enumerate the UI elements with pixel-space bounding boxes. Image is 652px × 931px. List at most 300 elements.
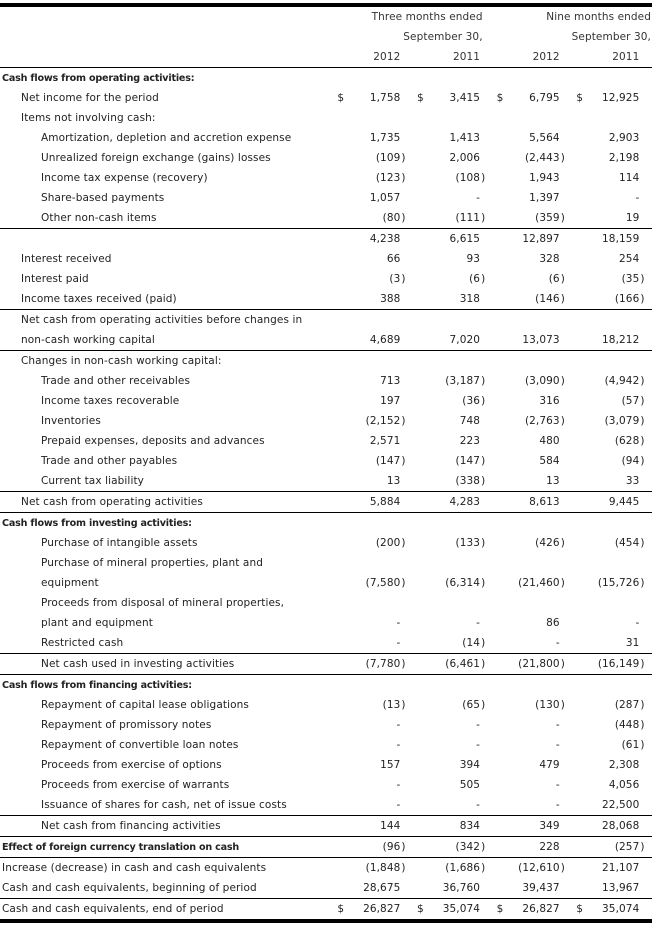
cell-paren [560, 188, 573, 208]
cell-value: (61 [621, 739, 640, 751]
table-row [0, 795, 652, 816]
row-label: Cash and cash equivalents, end of period [0, 899, 333, 922]
cell-value: 584 [539, 455, 560, 467]
cell-paren [560, 837, 573, 858]
currency-symbol [493, 613, 508, 633]
row-label: Effect of foreign currency translation on cash [0, 837, 333, 858]
table-row [0, 533, 652, 553]
currency-symbol [333, 249, 348, 269]
cell-paren [560, 553, 573, 573]
header-year-q-2012: 2012 [348, 47, 400, 68]
currency-symbol [493, 654, 508, 675]
currency-symbol [572, 310, 587, 331]
cell-paren [639, 593, 652, 613]
cell-paren: ) [560, 208, 573, 229]
cell-paren: ) [401, 152, 406, 164]
cell-paren [560, 715, 573, 735]
currency-symbol [572, 391, 587, 411]
cell-paren: ) [401, 577, 406, 589]
cell-value [507, 351, 559, 372]
header-three-months-date: September 30, [403, 31, 483, 43]
cell-paren: ) [639, 654, 652, 675]
cell-paren: ) [640, 699, 645, 711]
header-year-n-2012: 2012 [507, 47, 559, 68]
cell-value: - [396, 719, 401, 731]
cell-value: 13 [348, 471, 400, 492]
cell-paren [639, 633, 652, 654]
cell-value [507, 553, 559, 573]
cell-value: (426 [535, 537, 560, 549]
cell-paren [639, 188, 652, 208]
cell-value: 114 [619, 172, 640, 184]
row-label: Issuance of shares for cash, net of issue costs [0, 795, 333, 816]
cell-paren [480, 411, 493, 431]
cell-paren: ) [640, 455, 645, 467]
row-label: Current tax liability [0, 471, 333, 492]
cell-value: 28,675 [348, 878, 400, 899]
cell-paren [639, 492, 652, 513]
cell-paren [560, 593, 573, 613]
currency-symbol [333, 148, 348, 168]
table-row [0, 471, 652, 492]
currency-symbol [572, 755, 587, 775]
cell-value: - [396, 779, 401, 791]
cell-value: 748 [459, 415, 481, 427]
cell-paren: ) [400, 208, 413, 229]
cell-paren [480, 795, 493, 816]
currency-symbol [572, 795, 587, 816]
row-label: Cash and cash equivalents, beginning of period [0, 878, 333, 899]
cell-value: (96 [348, 837, 400, 858]
cell-value: (4,942 [604, 375, 640, 387]
cell-value [348, 553, 400, 573]
currency-symbol [333, 289, 348, 310]
cell-paren: ) [560, 375, 565, 387]
section-header-row [0, 68, 652, 89]
cell-paren: ) [560, 862, 565, 874]
row-label: plant and equipment [41, 617, 153, 629]
cell-paren [560, 878, 573, 899]
cell-paren [560, 899, 573, 922]
currency-symbol: $ [493, 899, 508, 922]
cell-value: (111 [428, 208, 480, 229]
cell-paren [480, 88, 493, 108]
currency-symbol: $ [496, 92, 504, 104]
cell-value: (3,187 [445, 375, 481, 387]
cell-value [587, 108, 639, 128]
table-row [0, 715, 652, 735]
currency-symbol [572, 108, 587, 128]
cell-paren [400, 391, 413, 411]
currency-symbol [333, 330, 348, 351]
currency-symbol [493, 593, 508, 613]
currency-symbol [413, 269, 428, 289]
cell-value: 39,437 [507, 878, 559, 899]
cell-paren [639, 88, 652, 108]
cell-paren [480, 249, 493, 269]
currency-symbol [493, 755, 508, 775]
currency-symbol [413, 695, 428, 715]
cell-value: 318 [428, 289, 480, 310]
table-row [0, 269, 652, 289]
cell-paren: ) [481, 862, 486, 874]
cell-paren [560, 795, 573, 816]
currency-symbol [572, 695, 587, 715]
row-label: Increase (decrease) in cash and cash equivalents [2, 862, 267, 874]
table-row [0, 878, 652, 899]
header-nine-months: Nine months ended [546, 11, 651, 23]
currency-symbol [413, 229, 428, 250]
currency-symbol [572, 289, 587, 310]
cell-value: - [476, 719, 481, 731]
cell-paren [400, 553, 413, 573]
cell-value: (257 [587, 837, 639, 858]
currency-symbol [413, 351, 428, 372]
currency-symbol [572, 188, 587, 208]
cell-value: (21,800 [507, 654, 559, 675]
cell-value: (123 [375, 172, 401, 184]
cell-paren [400, 715, 413, 735]
cell-paren [639, 168, 652, 188]
currency-symbol [413, 188, 428, 208]
currency-symbol [413, 795, 428, 816]
table-row [0, 310, 652, 331]
cell-value: (65 [462, 699, 481, 711]
currency-symbol [333, 816, 348, 837]
cell-paren [400, 816, 413, 837]
cell-paren [639, 108, 652, 128]
cell-paren [400, 310, 413, 331]
row-label: Repayment of capital lease obligations [41, 699, 249, 711]
cell-paren [560, 451, 573, 471]
cell-paren [560, 351, 573, 372]
cell-value: (35 [621, 273, 640, 285]
table-row [0, 858, 652, 879]
cell-value: (7,780 [348, 654, 400, 675]
currency-symbol [493, 735, 508, 755]
currency-symbol [413, 573, 428, 593]
cell-paren [560, 108, 573, 128]
row-label: Other non-cash items [0, 208, 333, 229]
currency-symbol [572, 858, 587, 879]
currency-symbol [572, 229, 587, 250]
currency-symbol [493, 411, 508, 431]
currency-symbol [333, 351, 348, 372]
cell-paren [480, 715, 493, 735]
row-label [0, 229, 333, 250]
currency-symbol [572, 837, 587, 858]
currency-symbol [493, 188, 508, 208]
row-label: Amortization, depletion and accretion expense [41, 132, 292, 144]
currency-symbol [493, 431, 508, 451]
header-row-groups [0, 5, 652, 27]
currency-symbol [413, 775, 428, 795]
cell-paren: ) [639, 837, 652, 858]
cell-paren [639, 858, 652, 879]
cell-value: - [348, 633, 400, 654]
cell-value: 228 [507, 837, 559, 858]
cell-value: 36,760 [428, 878, 480, 899]
cell-paren [400, 188, 413, 208]
table-row [0, 330, 652, 351]
cell-paren [400, 88, 413, 108]
table-row [0, 431, 652, 451]
cell-paren: ) [481, 273, 486, 285]
cell-value: 1,057 [369, 192, 401, 204]
currency-symbol [572, 208, 587, 229]
cell-paren [639, 208, 652, 229]
currency-symbol [572, 533, 587, 553]
table-row [0, 613, 652, 633]
table-row [0, 553, 652, 573]
cell-value: 2,308 [608, 759, 640, 771]
cell-value: (1,848 [365, 862, 401, 874]
table-row [0, 654, 652, 675]
currency-symbol: $ [333, 899, 348, 922]
cell-value: 9,445 [587, 492, 639, 513]
currency-symbol [493, 168, 508, 188]
currency-symbol [572, 249, 587, 269]
currency-symbol [333, 108, 348, 128]
cell-paren [639, 330, 652, 351]
currency-symbol [572, 573, 587, 593]
cell-value: 2,006 [449, 152, 481, 164]
cell-value: (3,079 [604, 415, 640, 427]
cell-value: 33 [587, 471, 639, 492]
cell-value: (2,443 [524, 152, 560, 164]
cell-value: - [428, 795, 480, 816]
cell-paren [400, 899, 413, 922]
cell-value: (448 [614, 719, 640, 731]
currency-symbol [572, 330, 587, 351]
cell-value: (21,460 [518, 577, 560, 589]
cell-paren [400, 471, 413, 492]
currency-symbol [572, 351, 587, 372]
cell-paren: ) [481, 699, 486, 711]
row-label: Prepaid expenses, deposits and advances [41, 435, 265, 447]
cell-value [348, 593, 400, 613]
cell-paren [400, 229, 413, 250]
table-row [0, 755, 652, 775]
cell-paren [639, 249, 652, 269]
cell-paren [639, 351, 652, 372]
currency-symbol [493, 837, 508, 858]
cell-value: - [507, 633, 559, 654]
cell-paren: ) [560, 537, 565, 549]
cell-value: 3,415 [449, 92, 481, 104]
cell-paren [400, 249, 413, 269]
currency-symbol [572, 431, 587, 451]
currency-symbol [333, 431, 348, 451]
currency-symbol [333, 695, 348, 715]
cell-paren: ) [640, 537, 645, 549]
cell-value [428, 553, 480, 573]
currency-symbol [333, 775, 348, 795]
currency-symbol [333, 188, 348, 208]
cell-value: - [555, 779, 560, 791]
cell-value: 13,073 [507, 330, 559, 351]
currency-symbol [493, 451, 508, 471]
currency-symbol [493, 816, 508, 837]
currency-symbol [572, 451, 587, 471]
cell-value: 7,020 [428, 330, 480, 351]
cell-paren [480, 593, 493, 613]
cell-paren [400, 735, 413, 755]
currency-symbol [413, 816, 428, 837]
cell-paren [560, 633, 573, 654]
cell-value: (200 [375, 537, 401, 549]
currency-symbol [333, 492, 348, 513]
cell-paren [400, 289, 413, 310]
cell-paren: ) [640, 415, 645, 427]
section-header-row [0, 513, 652, 534]
cell-value: 13,967 [587, 878, 639, 899]
cell-value [428, 351, 480, 372]
cell-value: (147 [455, 455, 481, 467]
cell-value: 26,827 [348, 899, 400, 922]
cell-value: 713 [380, 375, 401, 387]
row-label: Interest received [21, 253, 112, 265]
cell-paren [560, 775, 573, 795]
currency-symbol [413, 878, 428, 899]
cell-value: 28,068 [587, 816, 639, 837]
cell-paren: ) [639, 289, 652, 310]
cell-value: 8,613 [507, 492, 559, 513]
currency-symbol [493, 553, 508, 573]
currency-symbol [333, 715, 348, 735]
currency-symbol [333, 573, 348, 593]
cell-paren [480, 878, 493, 899]
cell-value: 93 [466, 253, 481, 265]
table-row [0, 633, 652, 654]
currency-symbol [493, 289, 508, 310]
currency-symbol [413, 533, 428, 553]
currency-symbol [413, 330, 428, 351]
cell-value: 157 [380, 759, 401, 771]
row-label: equipment [41, 577, 99, 589]
cell-value: 12,925 [602, 92, 640, 104]
currency-symbol [572, 269, 587, 289]
cell-paren: ) [481, 537, 486, 549]
cell-paren: ) [560, 289, 573, 310]
cell-value: (2,152 [365, 415, 401, 427]
currency-symbol [572, 471, 587, 492]
row-label: Share-based payments [41, 192, 165, 204]
currency-symbol [493, 351, 508, 372]
cell-value: 834 [428, 816, 480, 837]
cell-paren: ) [401, 273, 406, 285]
currency-symbol [413, 492, 428, 513]
table-row [0, 188, 652, 208]
cell-paren [400, 878, 413, 899]
currency-symbol [493, 695, 508, 715]
currency-symbol [572, 411, 587, 431]
row-label: Purchase of mineral properties, plant and [41, 557, 263, 569]
cell-paren [480, 188, 493, 208]
currency-symbol [493, 878, 508, 899]
table-row [0, 128, 652, 148]
currency-symbol [333, 633, 348, 654]
cell-paren [480, 310, 493, 331]
cell-value: 6,795 [529, 92, 560, 104]
cell-value: - [476, 739, 481, 751]
cell-value [507, 108, 559, 128]
currency-symbol [413, 837, 428, 858]
cell-value: (3 [389, 273, 401, 285]
cell-value: (166 [587, 289, 639, 310]
cell-value: (94 [621, 455, 640, 467]
cell-paren [480, 899, 493, 922]
currency-symbol: $ [337, 92, 345, 104]
currency-symbol [333, 371, 348, 391]
currency-symbol [413, 411, 428, 431]
cell-value: (16,149 [587, 654, 639, 675]
cell-paren: ) [481, 455, 486, 467]
cell-value: 5,884 [348, 492, 400, 513]
cell-paren [639, 471, 652, 492]
currency-symbol [333, 613, 348, 633]
cell-paren: ) [401, 455, 406, 467]
cell-value: 2,903 [608, 132, 640, 144]
cell-value: (109 [375, 152, 401, 164]
section-title: Cash flows from financing activities: [2, 679, 192, 691]
currency-symbol [493, 208, 508, 229]
cell-value: 4,238 [369, 233, 401, 245]
cell-value [428, 593, 480, 613]
table-row [0, 351, 652, 372]
cell-value: - [476, 192, 481, 204]
currency-symbol [333, 451, 348, 471]
cell-value: 13 [507, 471, 559, 492]
currency-symbol [333, 878, 348, 899]
currency-symbol [413, 128, 428, 148]
cell-value: 1,413 [449, 132, 481, 144]
currency-symbol [572, 613, 587, 633]
currency-symbol [572, 128, 587, 148]
currency-symbol [413, 168, 428, 188]
cell-paren [480, 229, 493, 250]
cell-value: (6 [469, 273, 481, 285]
cell-paren [639, 310, 652, 331]
cell-value: (6 [548, 273, 560, 285]
cell-paren: ) [401, 537, 406, 549]
row-label: Changes in non-cash working capital: [21, 355, 222, 367]
row-label: Net income for the period [21, 92, 159, 104]
currency-symbol [572, 371, 587, 391]
cell-paren [400, 128, 413, 148]
cell-paren [400, 371, 413, 391]
cell-paren [560, 816, 573, 837]
cell-paren: ) [560, 654, 573, 675]
cell-paren: ) [401, 699, 406, 711]
table-row [0, 411, 652, 431]
cell-paren [480, 755, 493, 775]
currency-symbol [333, 553, 348, 573]
cell-value: (15,726 [597, 577, 640, 589]
currency-symbol [493, 269, 508, 289]
currency-symbol [413, 431, 428, 451]
currency-symbol [333, 208, 348, 229]
currency-symbol [333, 471, 348, 492]
cell-paren [480, 289, 493, 310]
cell-value: 22,500 [587, 795, 639, 816]
cell-paren: ) [640, 273, 645, 285]
cell-paren: ) [401, 862, 406, 874]
cell-paren [480, 431, 493, 451]
cell-value: - [555, 719, 560, 731]
currency-symbol [333, 593, 348, 613]
cell-value [507, 310, 559, 331]
